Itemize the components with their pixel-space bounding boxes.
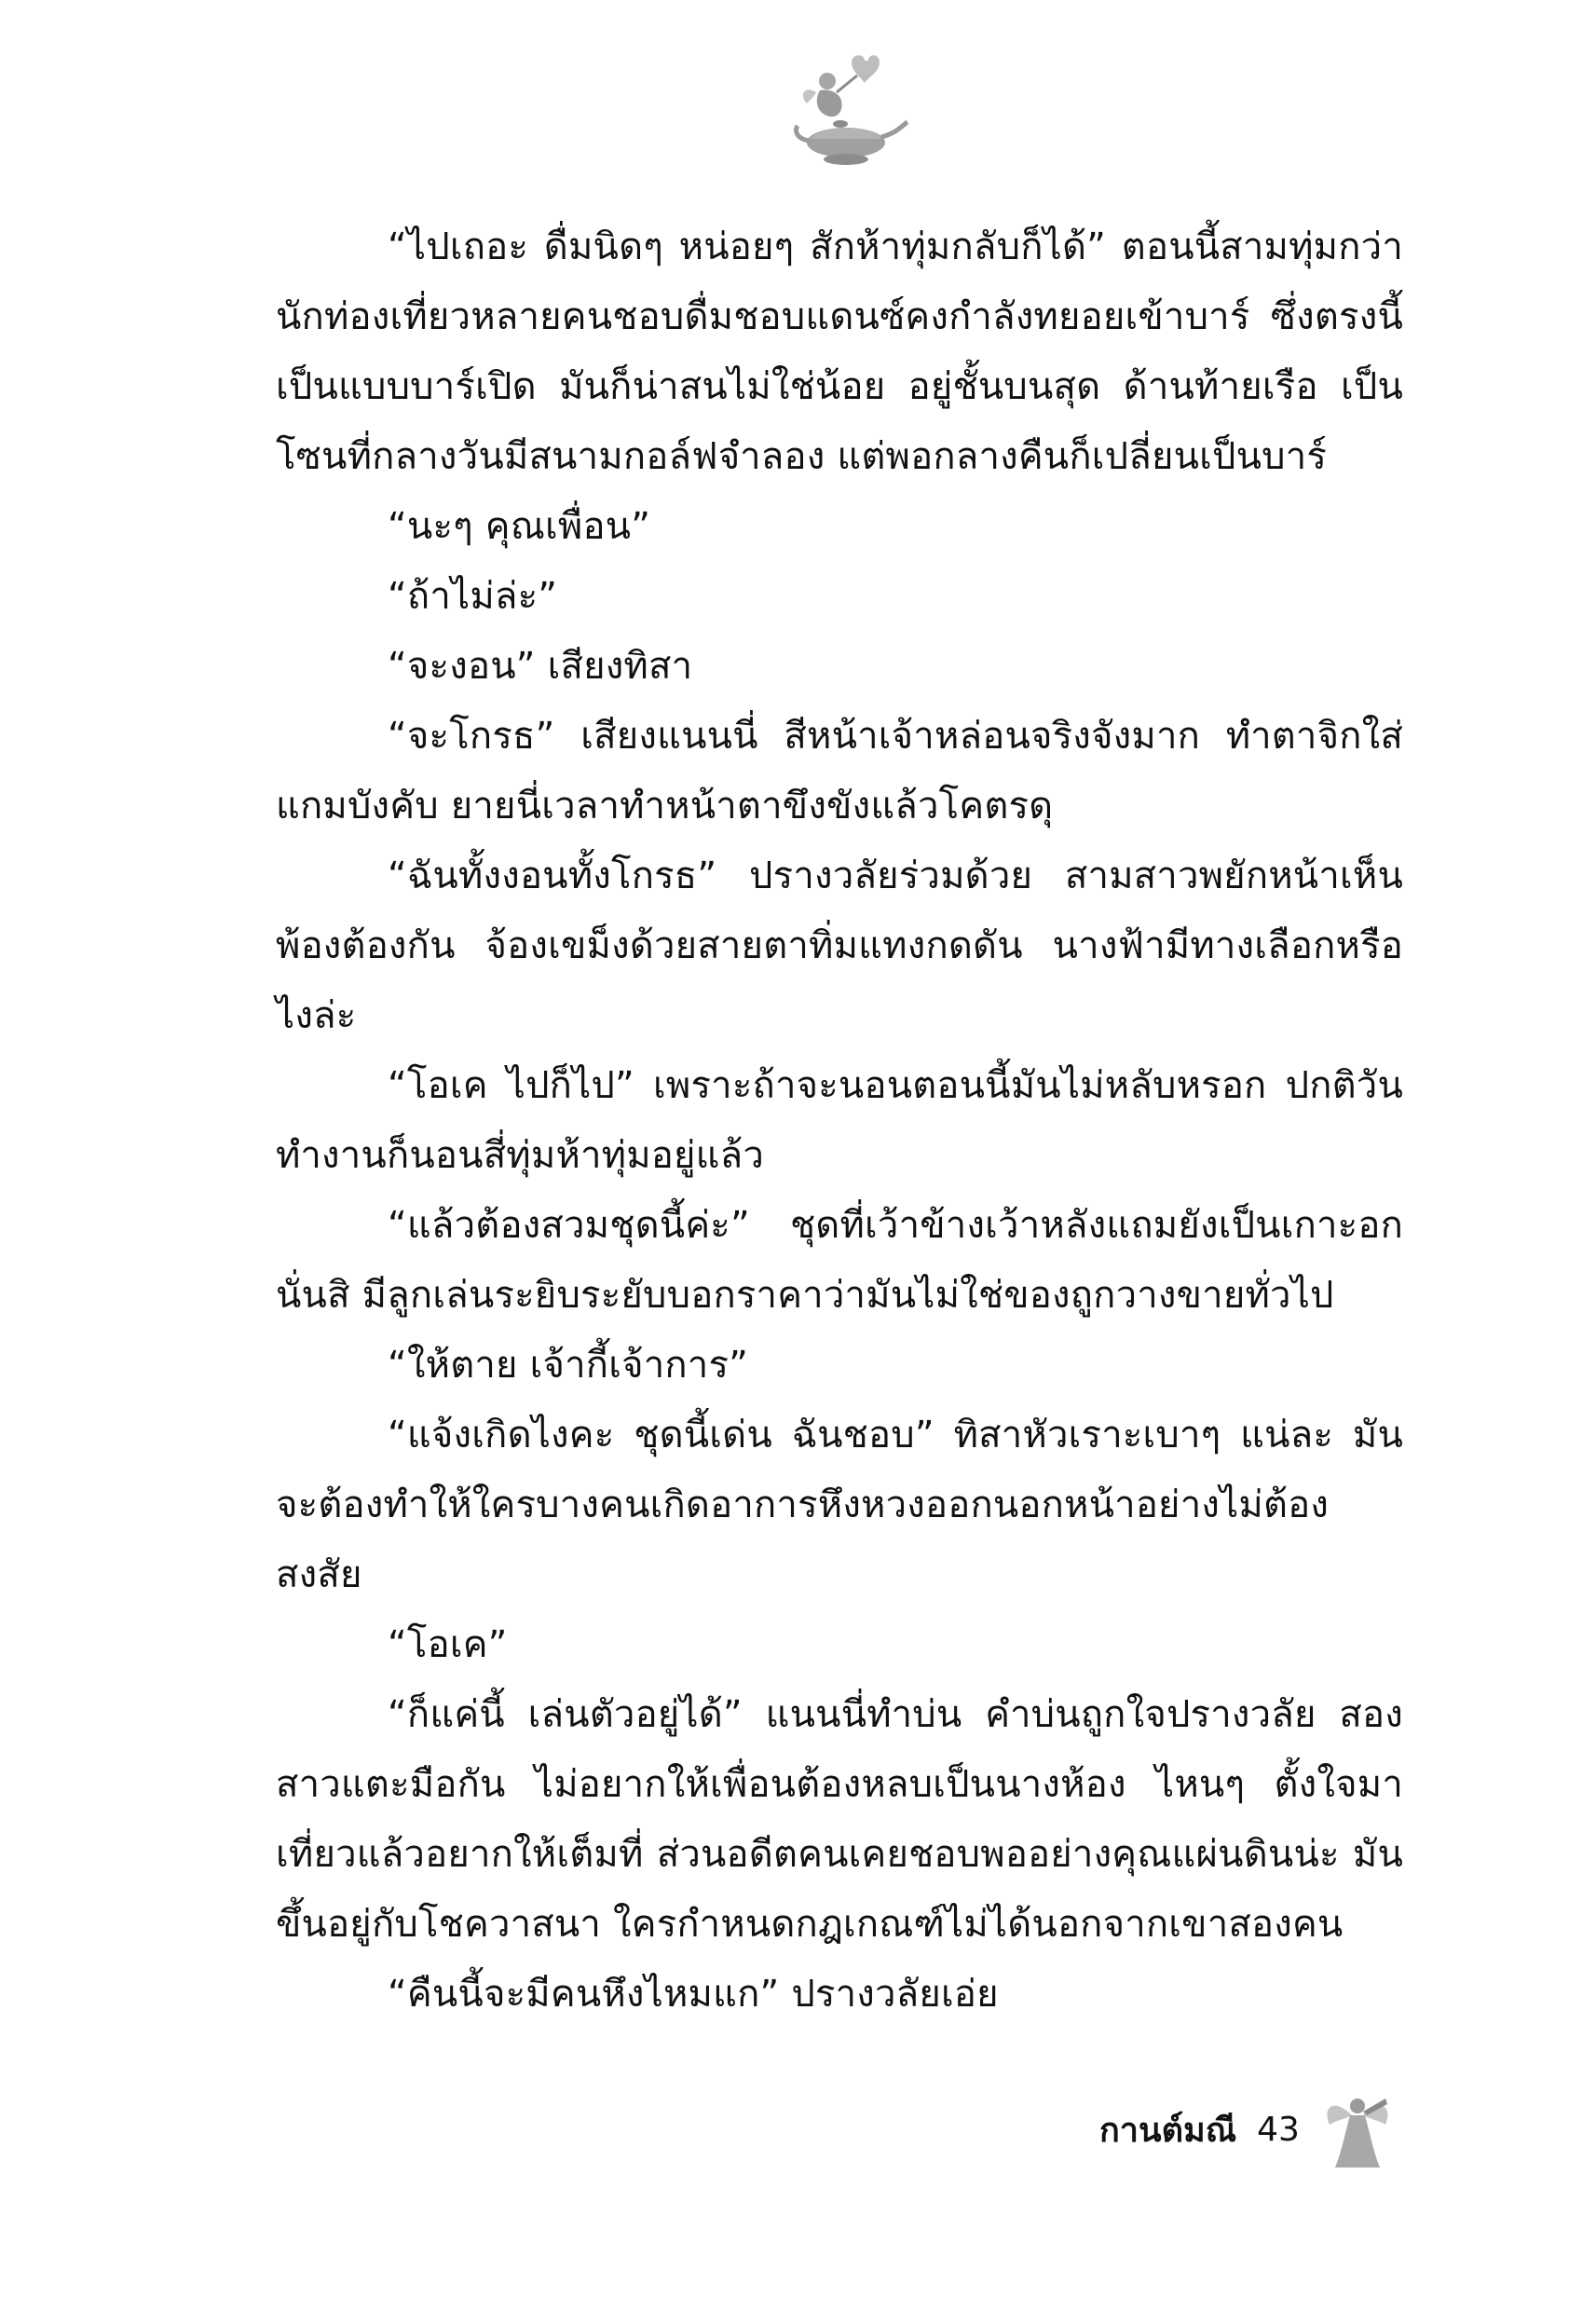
paragraph: “ให้ตาย เจ้ากี้เจ้าการ” <box>388 1344 749 1387</box>
paragraph: “แจ้งเกิดไงคะ ชุดนี้เด่น ฉันชอบ” ทิสาหัวเราะเบาๆ แน่ละ มันจะต้องทำให้ใครบางคนเกิดอาการหึงหวงออกนอกหน้าอย่างไม่ต้องสงสัย <box>276 1414 1403 1596</box>
angel-icon <box>1320 2087 1395 2171</box>
cupid-teapot-icon <box>783 51 913 172</box>
paragraph: “โอเค” <box>388 1623 508 1666</box>
paragraph: “จะงอน” เสียงทิสา <box>388 645 693 688</box>
page-footer <box>1099 2087 1395 2171</box>
paragraph: “แล้วต้องสวมชุดนี้ค่ะ” ชุดที่เว้าข้างเว้าหลังแถมยังเป็นเกาะอกนั่นสิ มีลูกเล่นระยิบระยับบอกราคาว่ามันไม่ใช่ของถูกวางขายทั่วไป <box>276 1204 1403 1317</box>
paragraph: “โอเค ไปก็ไป” เพราะถ้าจะนอนตอนนี้มันไม่หลับหรอก ปกติวันทำงานก็นอนสี่ทุ่มห้าทุ่มอยู่แล้ว <box>276 1064 1403 1177</box>
paragraph: “นะๆ คุณเพื่อน” <box>388 505 651 548</box>
paragraph: “ถ้าไม่ล่ะ” <box>388 575 558 618</box>
paragraph: “คืนนี้จะมีคนหึงไหมแก” ปรางวลัยเอ่ย <box>388 1973 999 2016</box>
paragraph: “ฉันทั้งงอนทั้งโกรธ” ปรางวลัยร่วมด้วย สามสาวพยักหน้าเห็นพ้องต้องกัน จ้องเขม็งด้วยสายตาทิ่มแทงกดดัน นางฟ้ามีทางเลือกหรือไงล่ะ <box>276 855 1403 1037</box>
page-number: 43 <box>1257 2110 1300 2149</box>
paragraph: “ก็แค่นี้ เล่นตัวอยู่ได้” แนนนี่ทำบ่น คำบ่นถูกใจปรางวลัย สองสาวแตะมือกัน ไม่อยากให้เพื่อนต้องหลบเป็นนางห้อง ไหนๆ ตั้งใจมาเที่ยวแล้วอยากให้เต็มที่ ส่วนอดีตคนเคยชอบพออย่างคุณแผ่นดินน่ะ มันขึ้นอยู่กับโชควาสนา ใครกำหนดกฎเกณฑ์ไม่ได้นอกจากเขาสองคน <box>276 1693 1403 1946</box>
paragraph: “จะโกรธ” เสียงแนนนี่ สีหน้าเจ้าหล่อนจริงจังมาก ทำตาจิกใส่แกมบังคับ ยายนี่เวลาทำหน้าตาขึงขังแล้วโคตรดุ <box>276 715 1403 827</box>
paragraph: “ไปเถอะ ดื่มนิดๆ หน่อยๆ สักห้าทุ่มกลับก็ได้” ตอนนี้สามทุ่มกว่า นักท่องเที่ยวหลายคนชอบดื่มชอบแดนซ์คงกำลังทยอยเข้าบาร์ ซึ่งตรงนี้เป็นแบบบาร์เปิด มันก็น่าสนไม่ใช่น้อย อยู่ชั้นบนสุด ด้านท้ายเรือ เป็นโซนที่กลางวันมีสนามกอล์ฟจำลอง แต่พอกลางคืนก็เปลี่ยนเป็นบาร์ <box>276 226 1403 478</box>
chapter-body <box>276 212 1403 2030</box>
book-title: กานต์มณี <box>1099 2111 1237 2150</box>
